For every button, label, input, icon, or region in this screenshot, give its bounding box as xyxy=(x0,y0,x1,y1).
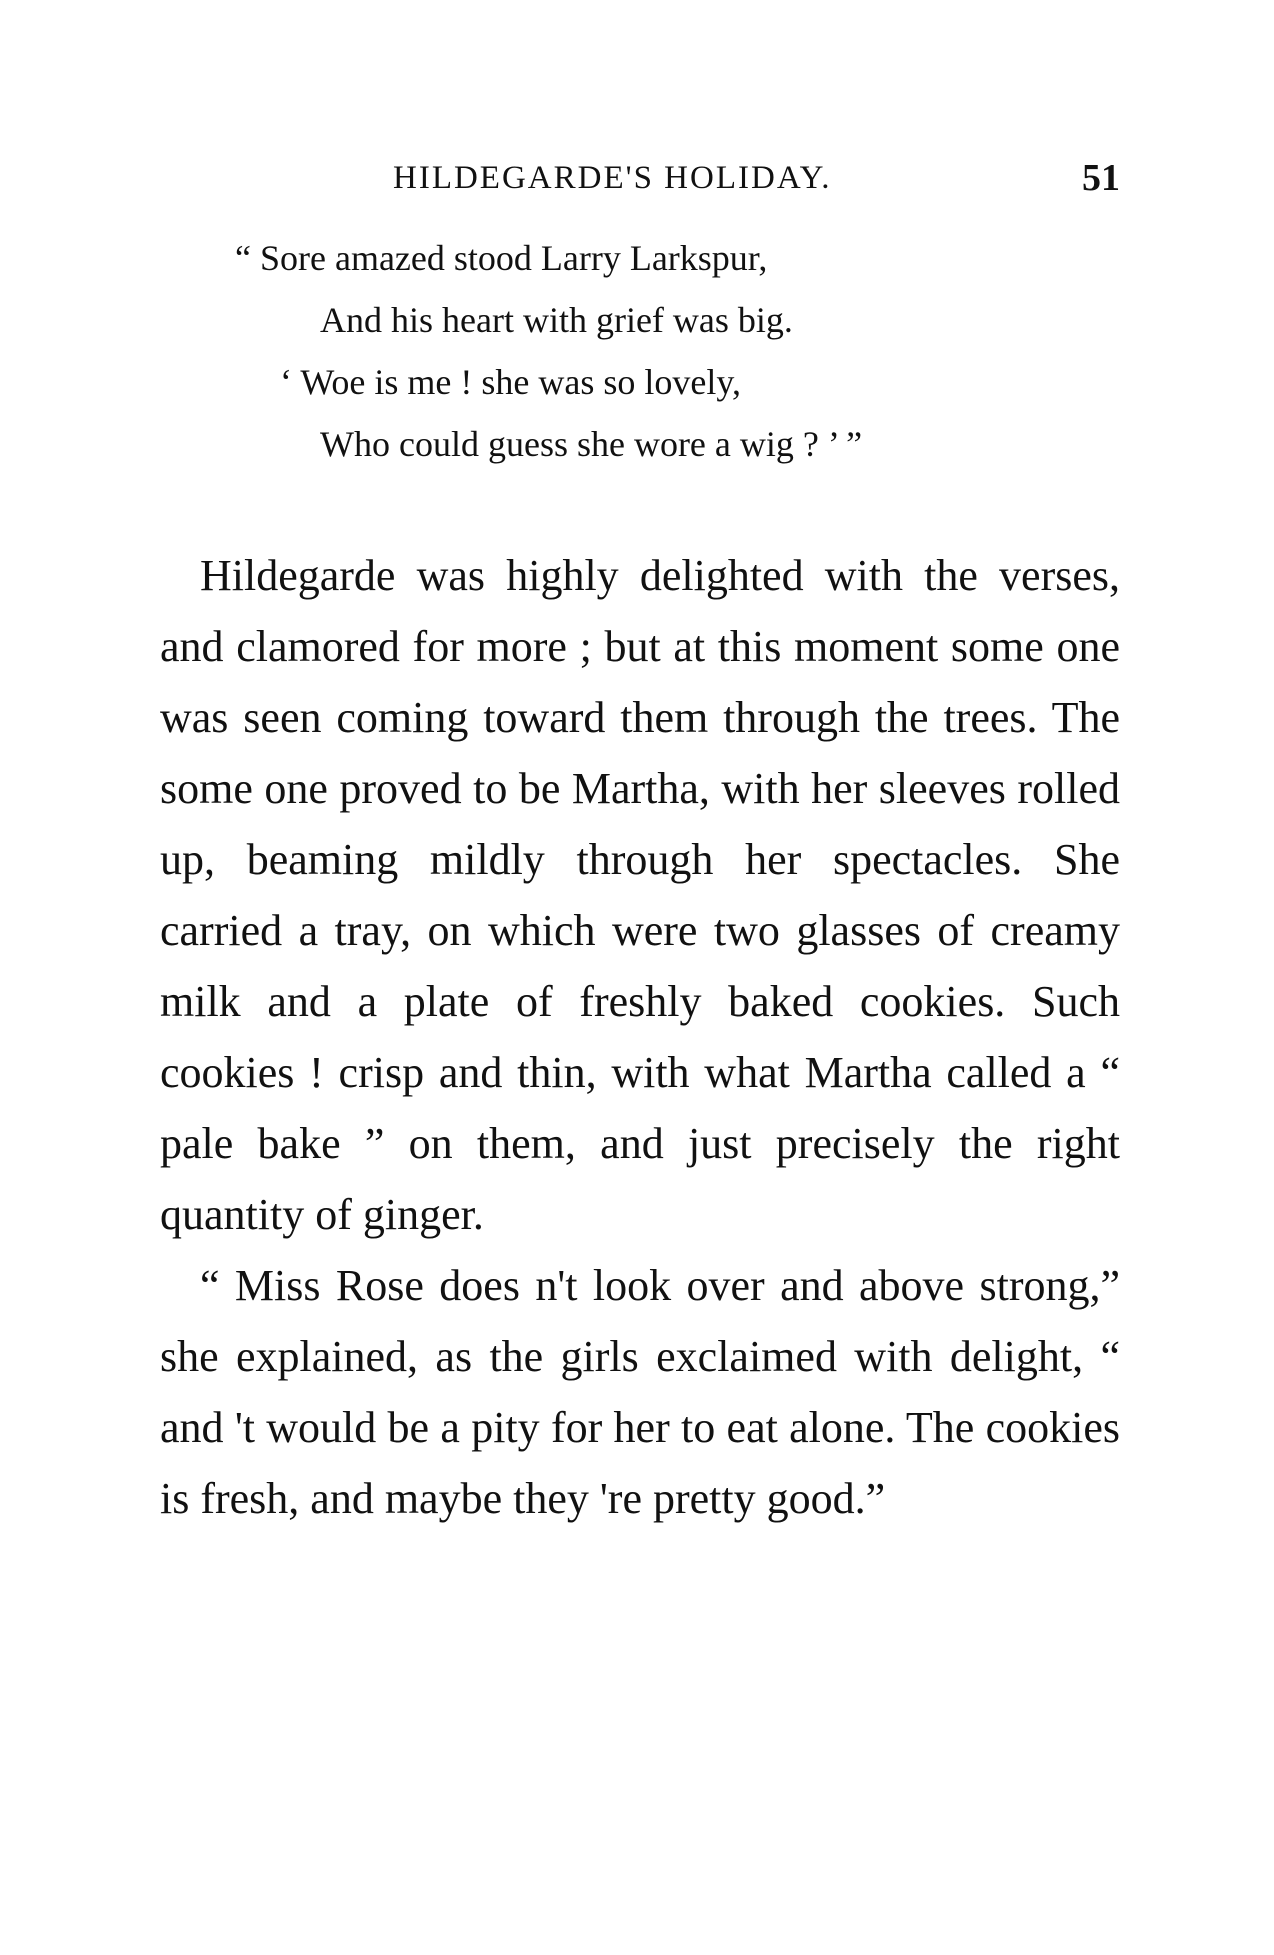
poem-line: ‘ Woe is me ! she was so lovely, xyxy=(280,362,742,402)
poem-line: “ Sore amazed stood Larry Larkspur, xyxy=(235,238,768,278)
running-title: HILDEGARDE'S HOLIDAY. xyxy=(393,160,832,196)
poem-line: And his heart with grief was big. xyxy=(320,300,793,340)
paragraph: “ Miss Rose does n't look over and above strong,” she explained, as the girls exclaimed with delight, “ and 't would be a pity for her to eat alone. The cookies is fresh, and maybe they 're pretty good.” xyxy=(160,1261,1120,1523)
paragraph: Hildegarde was highly delighted with the verses, and clamored for more ; but at this moment some one was seen coming toward them through the trees. The some one proved to be Martha, with her sleeves rolled up, beaming mildly through her spectacles. She carried a tray, on which were two glasses of creamy milk and a plate of freshly baked cookies. Such cookies ! crisp and thin, with what Martha called a “ pale bake ” on them, and just precisely the right quantity of ginger. xyxy=(160,551,1120,1239)
page-number: 51 xyxy=(1082,157,1120,199)
running-head xyxy=(160,157,1120,210)
poem-line: Who could guess she wore a wig ? ’ ” xyxy=(320,424,863,464)
body-text xyxy=(160,540,1120,1534)
